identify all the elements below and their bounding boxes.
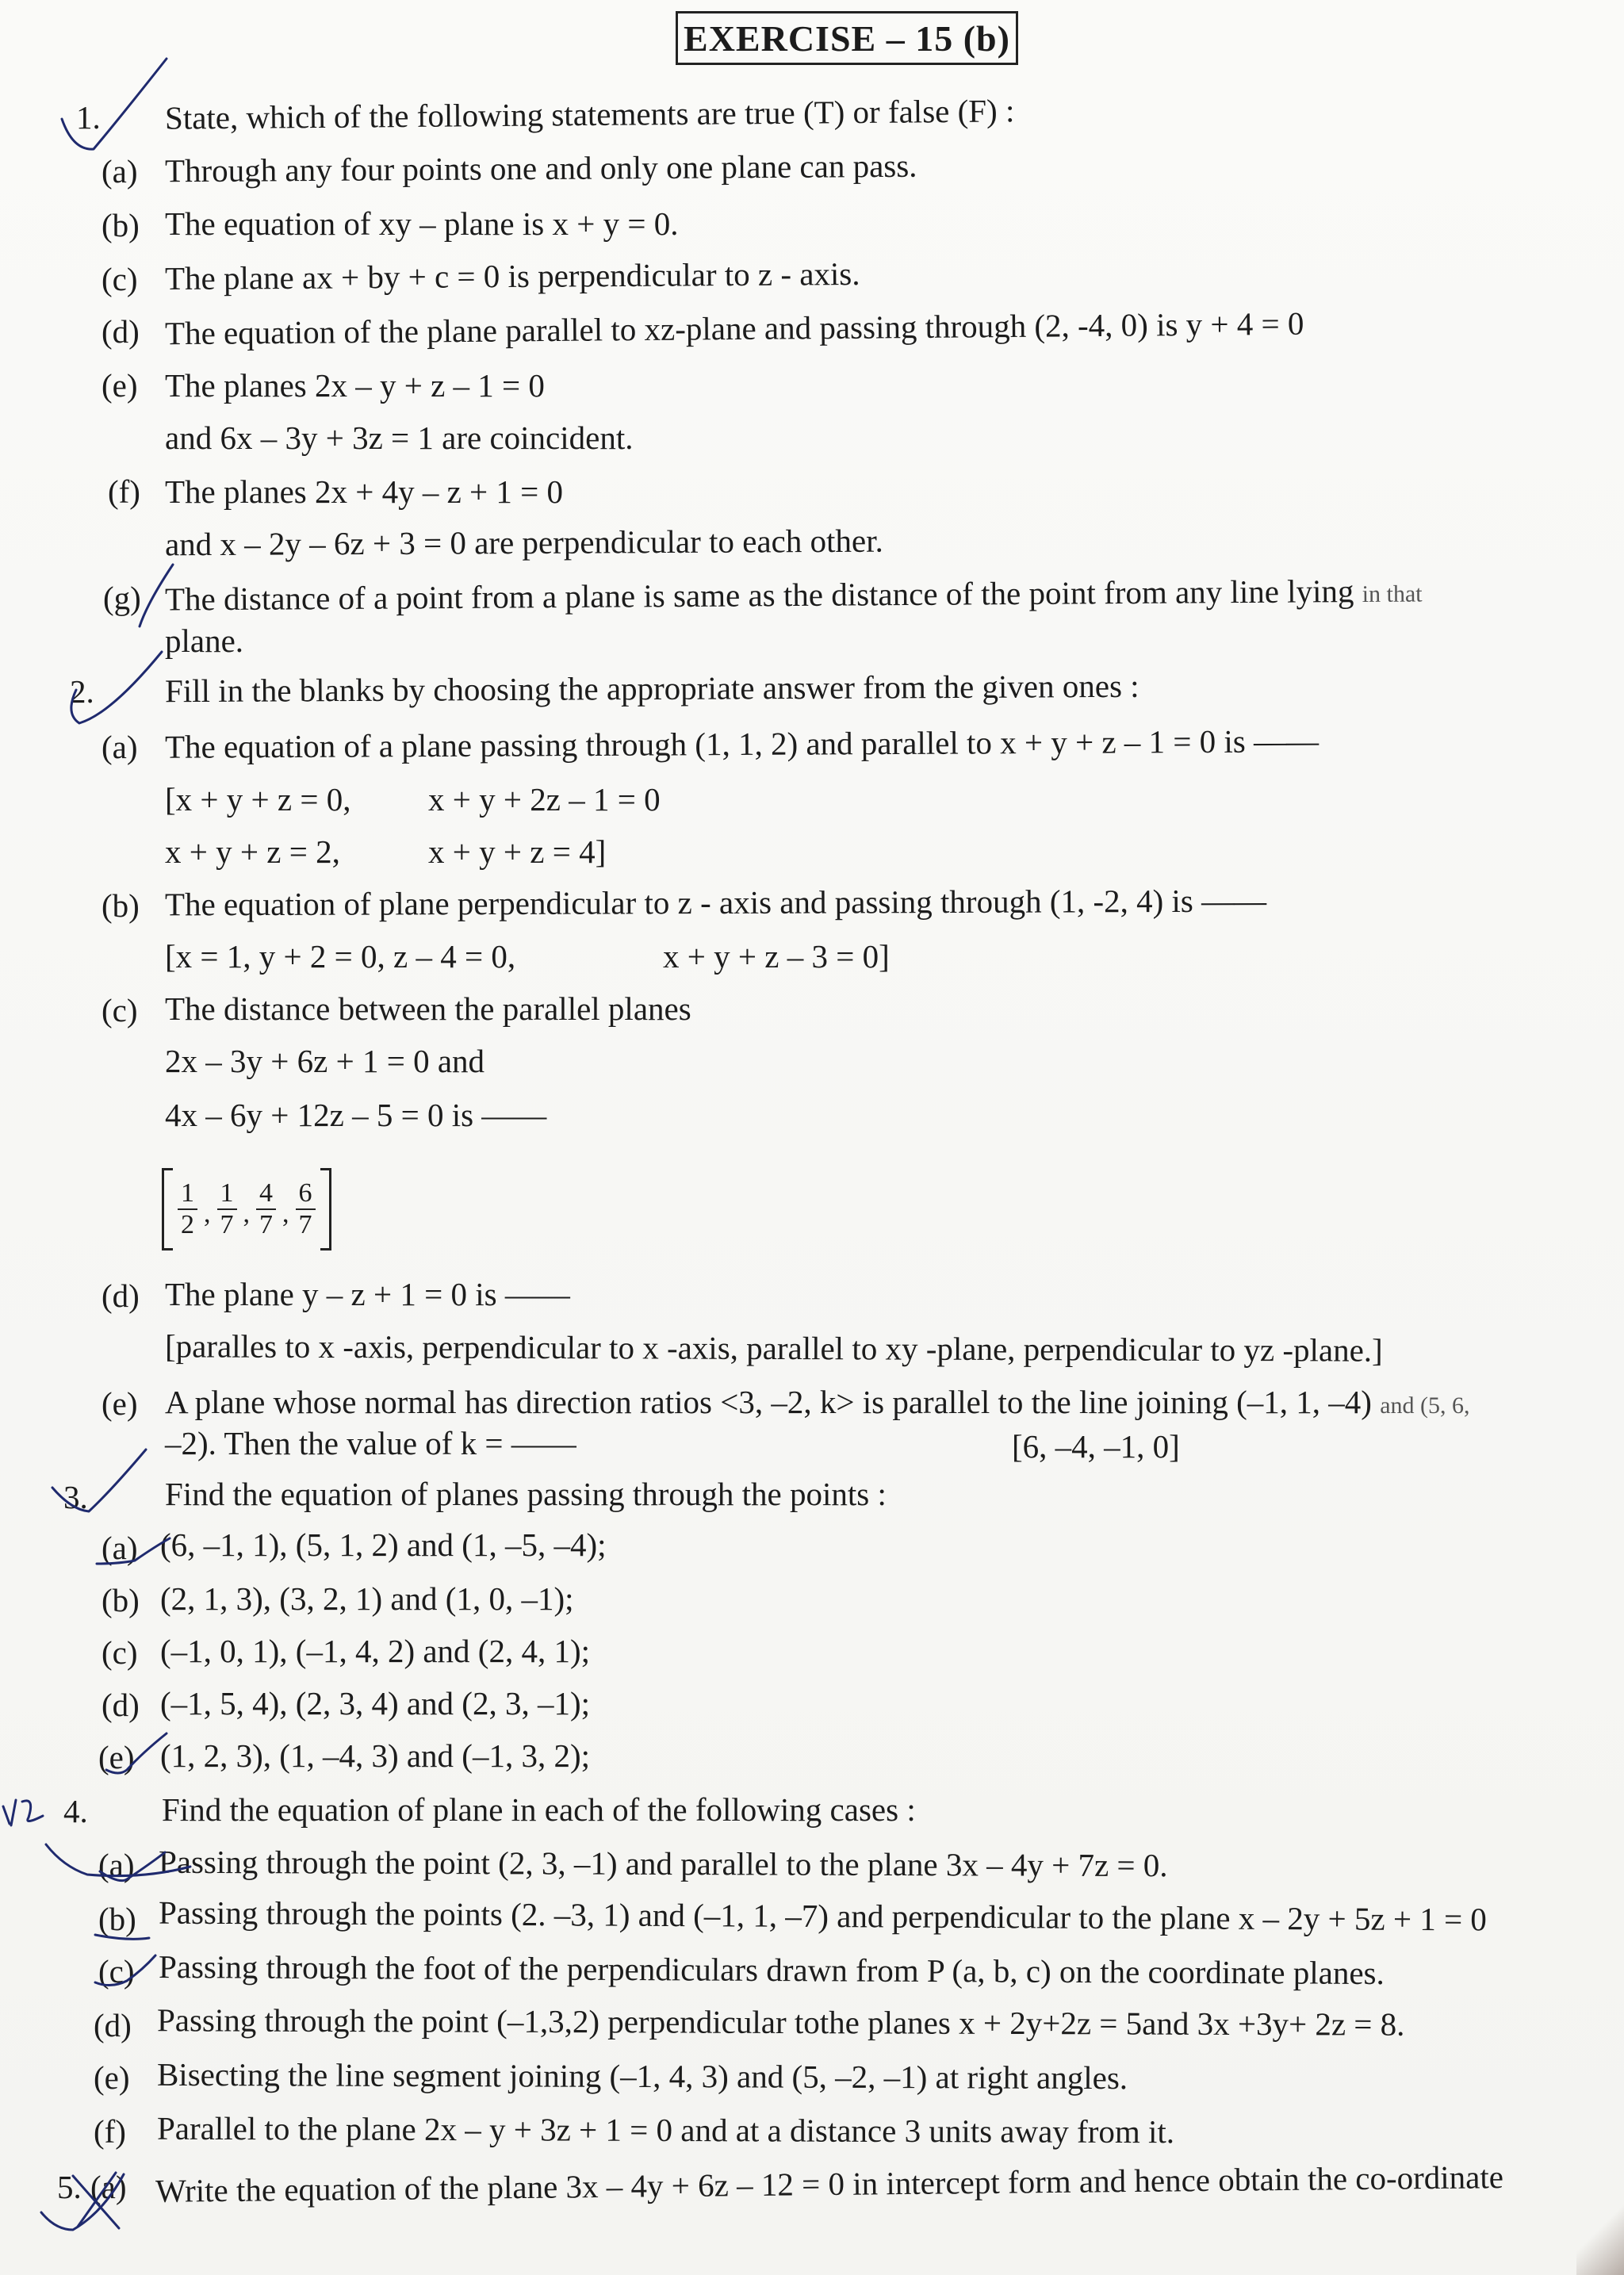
q1b-label: (b)	[102, 207, 140, 243]
right-bracket	[320, 1168, 331, 1250]
q1g-tail: in that	[1362, 580, 1423, 607]
q4b-label: (b)	[98, 1901, 136, 1937]
q4e-text: Bisecting the line segment joining (–1, 4, 3) and (5, –2, –1) at right angles.	[156, 2055, 1128, 2097]
q3-prompt: Find the equation of planes passing through the points :	[165, 1476, 887, 1512]
q4b-text: Passing through the points (2. –3, 1) and (–1, 1, –7) and perpendicular to the plane x – 2y + 5z + 1 = 0	[158, 1894, 1488, 1938]
q2a-option-3: x + y + z = 2,	[165, 833, 340, 870]
q2-number: 2.	[70, 673, 94, 710]
q3d-text: (–1, 5, 4), (2, 3, 4) and (2, 3, –1);	[160, 1685, 591, 1722]
q4-prompt: Find the equation of plane in each of the following cases :	[162, 1791, 916, 1828]
q4e-label: (e)	[94, 2059, 130, 2096]
q3e-text: (1, 2, 3), (1, –4, 3) and (–1, 3, 2);	[160, 1737, 591, 1774]
q3-number: 3.	[63, 1479, 88, 1515]
left-bracket	[162, 1168, 173, 1250]
q2b-option-1: [x = 1, y + 2 = 0, z – 4 = 0,	[165, 938, 516, 975]
q5a-text: Write the equation of the plane 3x – 4y + 6z – 12 = 0 in intercept form and hence obtain the co-ordinate	[155, 2158, 1504, 2209]
q1c-label: (c)	[102, 261, 138, 297]
q4-number: 4.	[63, 1793, 88, 1829]
q2d-label: (d)	[102, 1277, 140, 1314]
q2-prompt: Fill in the blanks by choosing the appropriate answer from the given ones :	[164, 667, 1139, 710]
q1b-text: The equation of xy – plane is x + y = 0.	[165, 205, 679, 242]
q1-prompt: State, which of the following statements are true (T) or false (F) :	[164, 92, 1015, 136]
q2a-option-4: x + y + z = 4]	[428, 833, 607, 870]
mark-q4	[3, 1800, 43, 1825]
fraction-4: $\frac{6}{7}$	[296, 1178, 316, 1240]
q4d-text: Passing through the point (–1,3,2) perpendicular tothe planes x + 2y+2z = 5and 3x +3y+ 2z = 8.	[156, 2001, 1405, 2043]
page-shadow	[1576, 2204, 1624, 2275]
q1e-text: The planes 2x – y + z – 1 = 0	[165, 367, 545, 404]
q2e-options: [6, –4, –1, 0]	[1012, 1428, 1180, 1465]
q1e-label: (e)	[102, 367, 138, 404]
q2a-option-2: x + y + 2z – 1 = 0	[428, 781, 661, 818]
q1g-main: The distance of a point from a plane is same as the distance of the point from any line lying	[164, 573, 1354, 618]
q2c-answer-options: $\frac{1}{2}$ , $\frac{1}{7}$ , $\frac{4}{7}$ , $\frac{6}{7}$	[162, 1166, 331, 1253]
q1g-text	[164, 573, 1423, 618]
q2b-text: The equation of plane perpendicular to z - axis and passing through (1, -2, 4) is ——	[164, 882, 1267, 923]
q1d-text: The equation of the plane parallel to xz-plane and passing through (2, -4, 0) is y + 4 = 0	[164, 304, 1304, 352]
q1-number: 1.	[76, 99, 101, 136]
q3a-label: (a)	[102, 1530, 138, 1566]
q3c-label: (c)	[102, 1634, 138, 1671]
q4f-label: (f)	[94, 2113, 126, 2150]
q4d-label: (d)	[94, 2007, 132, 2043]
q4c-label: (c)	[98, 1953, 135, 1990]
q2d-text-2: [paralles to x -axis, perpendicular to x -axis, parallel to xy -plane, perpendicular to yz -plane.]	[164, 1327, 1383, 1369]
q4c-text: Passing through the foot of the perpendiculars drawn from P (a, b, c) on the coordinate planes.	[158, 1948, 1385, 1992]
q2c-text-2: 2x – 3y + 6z + 1 = 0 and	[165, 1043, 485, 1079]
q4a-label: (a)	[98, 1847, 135, 1883]
q2e-text-2: –2). Then the value of k = ——	[165, 1425, 576, 1461]
q2a-option-1: [x + y + z = 0,	[165, 781, 351, 818]
q4a-text: Passing through the point (2, 3, –1) and parallel to the plane 3x – 4y + 7z = 0.	[158, 1843, 1168, 1884]
q2e-label: (e)	[102, 1385, 138, 1422]
q2c-text-3: 4x – 6y + 12z – 5 = 0 is ——	[165, 1097, 547, 1133]
q1e-text-2: and 6x – 3y + 3z = 1 are coincident.	[165, 419, 634, 456]
q1f-text-2: and x – 2y – 6z + 3 = 0 are perpendicular to each other.	[164, 522, 883, 563]
q3b-label: (b)	[102, 1582, 140, 1618]
exercise-title: EXERCISE – 15 (b)	[676, 11, 1018, 65]
q1f-label: (f)	[108, 473, 140, 510]
q4f-text: Parallel to the plane 2x – y + 3z + 1 = 0 and at a distance 3 units away from it.	[156, 2109, 1175, 2151]
q2e-text	[165, 1386, 1470, 1419]
q2a-label: (a)	[102, 729, 138, 765]
q5a-label: (a)	[90, 2169, 127, 2205]
q2b-option-2: x + y + z – 3 = 0]	[663, 938, 890, 975]
q5-number: 5.	[57, 2169, 82, 2205]
q1f-text: The planes 2x + 4y – z + 1 = 0	[165, 473, 564, 510]
q2c-label: (c)	[102, 992, 138, 1028]
q1g-text-2: plane.	[165, 622, 244, 659]
q1c-text: The plane ax + by + c = 0 is perpendicular to z - axis.	[164, 255, 860, 297]
q1a-label: (a)	[102, 153, 138, 190]
q2e-tail: and (5, 6,	[1380, 1392, 1470, 1419]
fraction-2: $\frac{1}{7}$	[217, 1178, 237, 1240]
q3a-text: (6, –1, 1), (5, 1, 2) and (1, –5, –4);	[160, 1526, 607, 1563]
q2a-text: The equation of a plane passing through (1, 1, 2) and parallel to x + y + z – 1 = 0 is ——	[164, 722, 1320, 765]
q2c-text: The distance between the parallel planes	[165, 990, 691, 1027]
fraction-3: $\frac{4}{7}$	[256, 1178, 276, 1240]
q1g-label: (g)	[103, 580, 141, 616]
q3c-text: (–1, 0, 1), (–1, 4, 2) and (2, 4, 1);	[160, 1633, 591, 1669]
q1d-label: (d)	[102, 313, 140, 350]
q3b-text: (2, 1, 3), (3, 2, 1) and (1, 0, –1);	[160, 1580, 574, 1617]
q2b-label: (b)	[102, 887, 140, 924]
q1a-text: Through any four points one and only one plane can pass.	[164, 147, 917, 190]
fraction-1: $\frac{1}{2}$	[178, 1178, 197, 1240]
q3d-label: (d)	[102, 1687, 140, 1723]
q2d-text: The plane y – z + 1 = 0 is ——	[165, 1276, 570, 1312]
q2e-main: A plane whose normal has direction ratios <3, –2, k> is parallel to the line joining (–1, 1, –4)	[165, 1384, 1372, 1420]
q3e-label: (e)	[98, 1739, 135, 1775]
